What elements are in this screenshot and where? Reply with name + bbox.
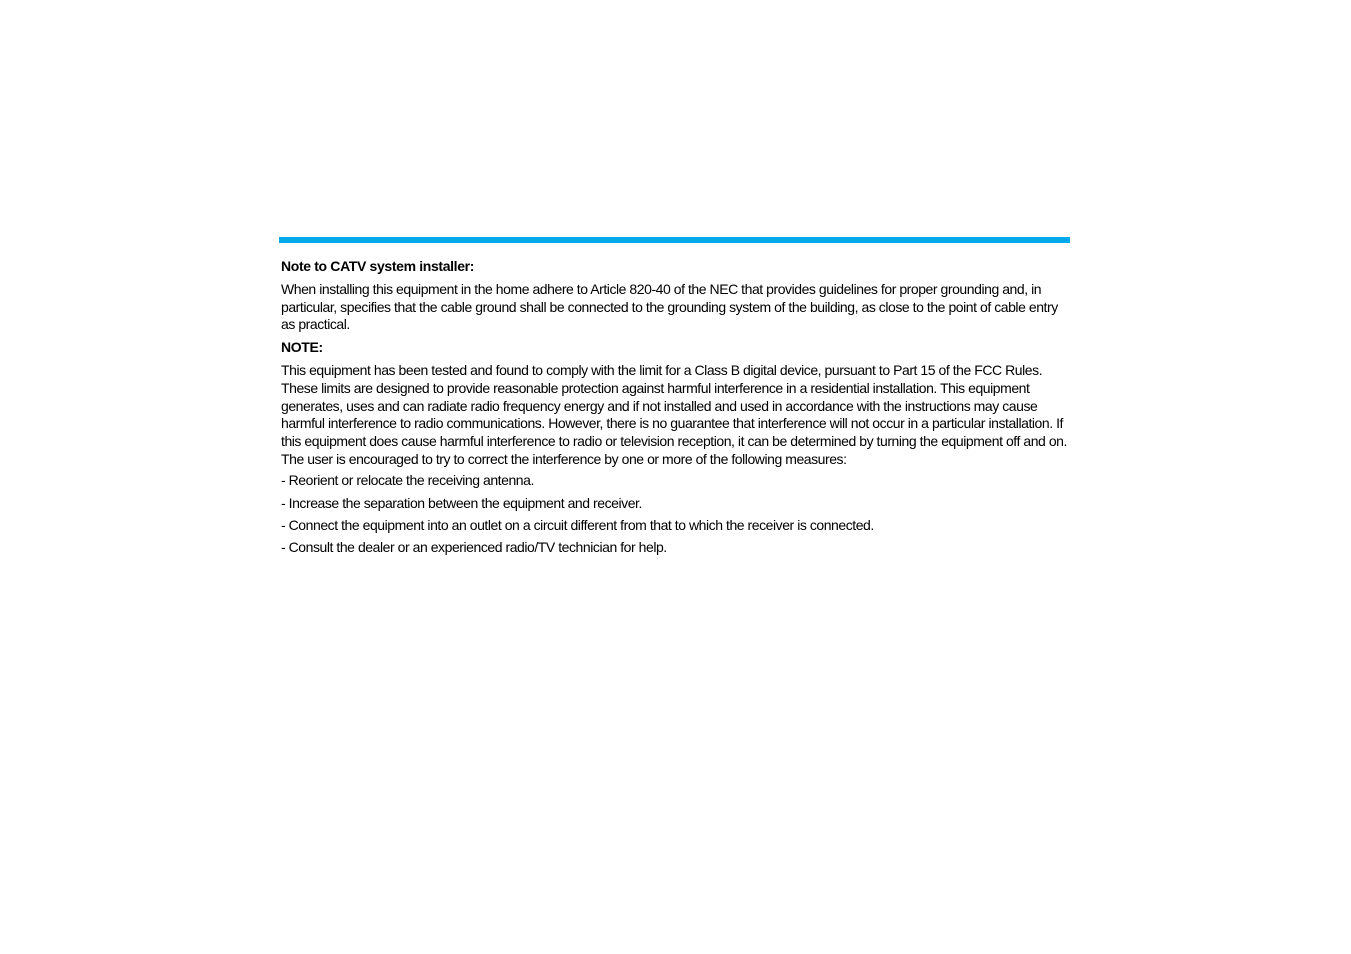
measure-item: - Increase the separation between the equipment and receiver. bbox=[281, 494, 642, 511]
catv-note-body: When installing this equipment in the home adhere to Article 820-40 of the NEC that provides guidelines for proper grounding and, in particular, specifies that the cable ground shall be connected to the grounding system of the building, as close to the point of cable entry as practical. bbox=[281, 281, 1058, 333]
measure-item: - Consult the dealer or an experienced radio/TV technician for help. bbox=[281, 538, 667, 555]
document-content bbox=[279, 257, 1070, 557]
measure-item: - Reorient or relocate the receiving antenna. bbox=[281, 472, 534, 489]
measure-item: - Connect the equipment into an outlet on a circuit different from that to which the receiver is connected. bbox=[281, 516, 874, 533]
accent-rule bbox=[279, 237, 1070, 243]
fcc-note-heading: NOTE: bbox=[281, 339, 323, 356]
catv-note-heading: Note to CATV system installer: bbox=[281, 258, 475, 274]
fcc-note-body: This equipment has been tested and found to comply with the limit for a Class B digital device, pursuant to Part 15 of the FCC Rules. These limits are designed to provide reasonable protection against harmful interference in a residential installation. This equipment generates, uses and can radiate radio frequency energy and if not installed and used in accordance with the instructions may cause harmful interference to radio communications. However, there is no guarantee that interference will not occur in a particular installation. If this equipment does cause harmful interference to radio or television reception, it can be determined by turning the equipment off and on. The user is encouraged to try to correct the interference by one or more of the following measures: bbox=[281, 362, 1067, 467]
document-page bbox=[279, 237, 1070, 561]
